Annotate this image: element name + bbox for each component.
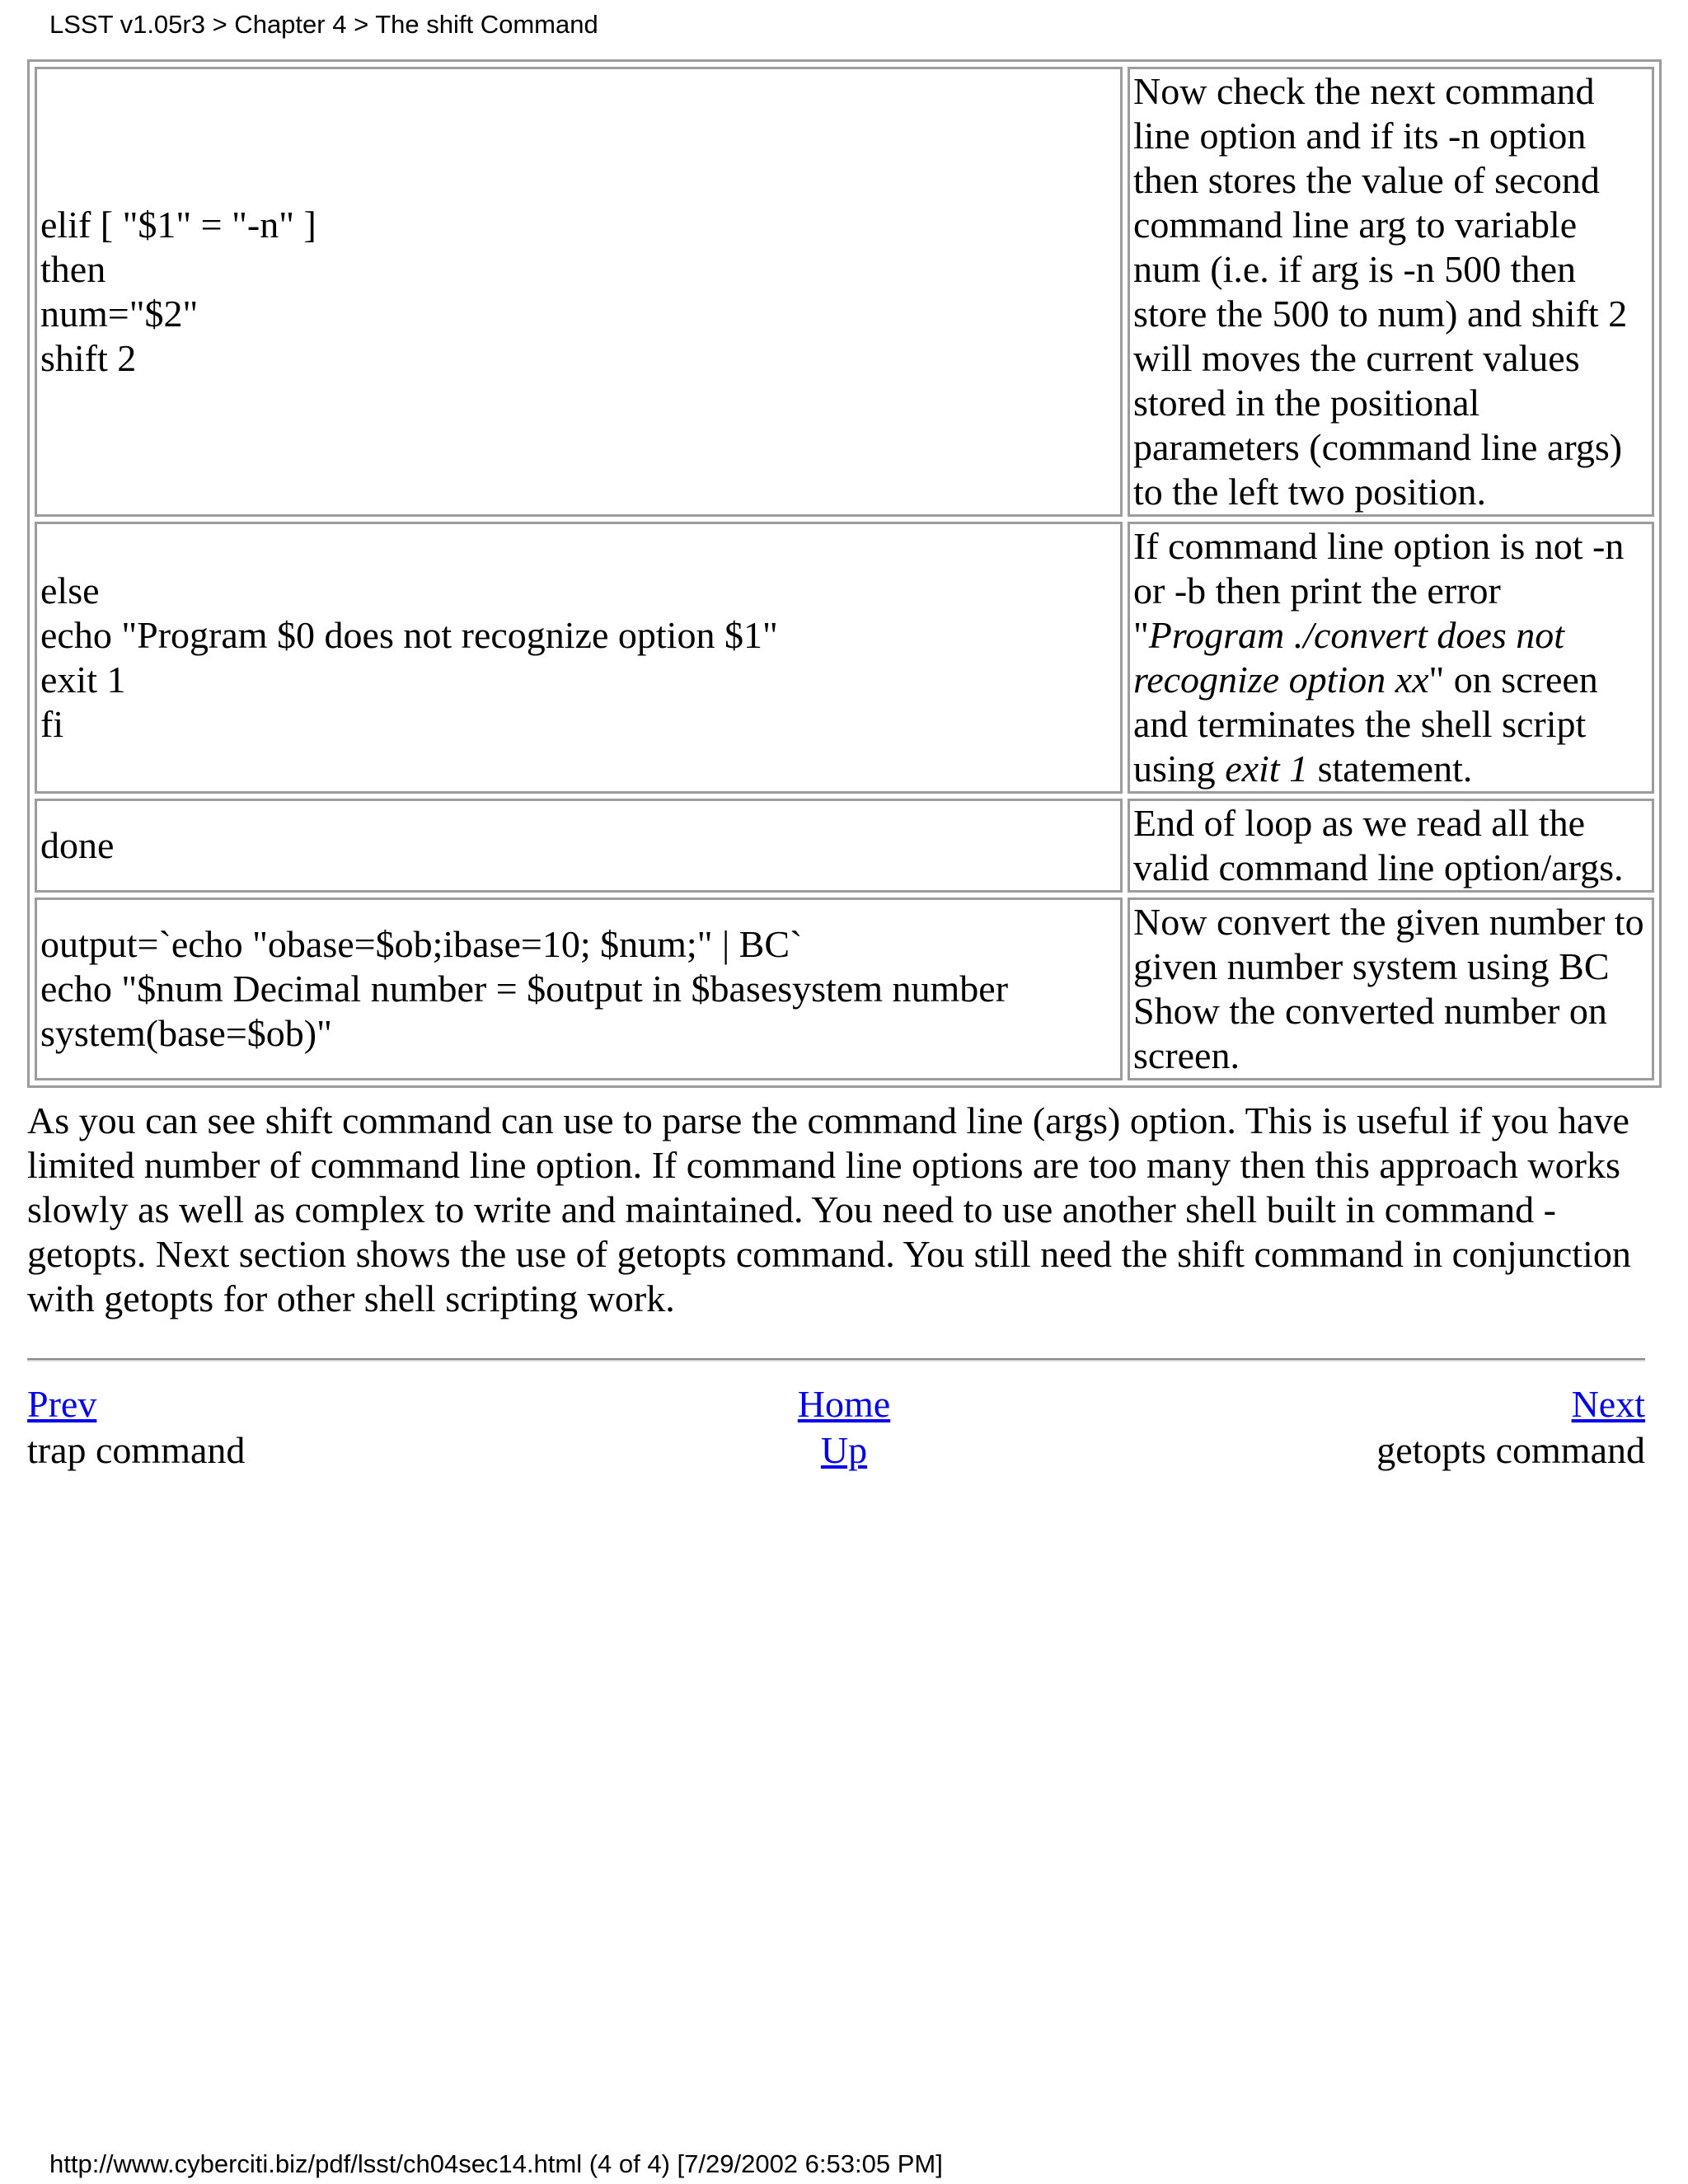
page-header-breadcrumb: LSST v1.05r3 > Chapter 4 > The shift Command: [49, 10, 598, 39]
body-paragraph: As you can see shift command can use to parse the command line (args) option. This is useful if you have limited number of command line option. If command line options are too many then this approach works slowly as well as complex to write and maintained. You need to use another shell built in command - getopts. Next section shows the use of getopts command. You still need the shift command in conjunction with getopts for other shell scripting work.: [27, 1099, 1631, 1319]
code-line: echo "$num Decimal number = $output in $basesystem number: [40, 968, 1009, 1010]
code-cell: [35, 67, 1123, 517]
home-link[interactable]: Home: [797, 1383, 891, 1425]
explanation-text: statement.: [1308, 748, 1473, 790]
code-line: fi: [40, 703, 64, 745]
explanation-text: If command line option is not -n or -b then print the error ": [1133, 525, 1634, 656]
explanation-italic-text: exit 1: [1225, 748, 1309, 790]
code-line: exit 1: [40, 658, 126, 701]
table-row: [35, 799, 1654, 893]
next-caption: getopts command: [1376, 1429, 1645, 1471]
explanation-cell: [1128, 522, 1654, 794]
code-cell: [35, 898, 1123, 1080]
code-line: output=`echo "obase=$ob;ibase=10; $num;" | BC`: [40, 923, 803, 965]
horizontal-rule: [27, 1358, 1645, 1361]
prev-link[interactable]: Prev: [27, 1383, 97, 1425]
code-line: then: [40, 248, 106, 290]
explanation-text: Now check the next command line option and if its -n option then stores the value of second command line arg to variable num (i.e. if arg is -n 500 then store the 500 to num) and shift 2 will moves the current values stored in the positional parameters (command line args) to the left two position.: [1133, 70, 1637, 513]
script-explanation-table: [27, 59, 1662, 1088]
code-line: echo "Program $0 does not recognize option $1": [40, 614, 778, 656]
table-row: [35, 522, 1654, 794]
code-line: num="$2": [40, 293, 199, 335]
table-body: [35, 67, 1654, 1080]
code-cell: [35, 522, 1123, 794]
nav-prev-block: [27, 1381, 245, 1474]
table-row: [35, 898, 1654, 1080]
next-link[interactable]: Next: [1571, 1383, 1645, 1425]
nav-center-block: [762, 1381, 926, 1474]
explanation-cell: [1128, 799, 1654, 893]
code-line: done: [40, 824, 115, 866]
explanation-italic-text: Program ./convert does not recognize option xx: [1133, 614, 1574, 701]
nav-next-block: [1376, 1381, 1645, 1474]
code-line: system(base=$ob)": [40, 1012, 332, 1054]
explanation-cell: [1128, 898, 1654, 1080]
code-cell: [35, 799, 1123, 893]
code-line: shift 2: [40, 337, 137, 379]
explanation-cell: [1128, 67, 1654, 517]
table-row: [35, 67, 1654, 517]
code-line: elif [ "$1" = "-n" ]: [40, 204, 316, 246]
page-footer-source: http://www.cyberciti.biz/pdf/lsst/ch04sec14.html (4 of 4) [7/29/2002 6:53:05 PM]: [49, 2149, 943, 2178]
prev-caption: trap command: [27, 1429, 246, 1471]
code-line: else: [40, 569, 100, 612]
explanation-text: " on screen and terminates the shell script using: [1133, 658, 1608, 790]
explanation-text: Now convert the given number to given number system using BC Show the converted number on screen.: [1133, 901, 1654, 1076]
explanation-text: End of loop as we read all the valid command line option/args.: [1133, 802, 1624, 888]
up-link[interactable]: Up: [820, 1429, 868, 1471]
